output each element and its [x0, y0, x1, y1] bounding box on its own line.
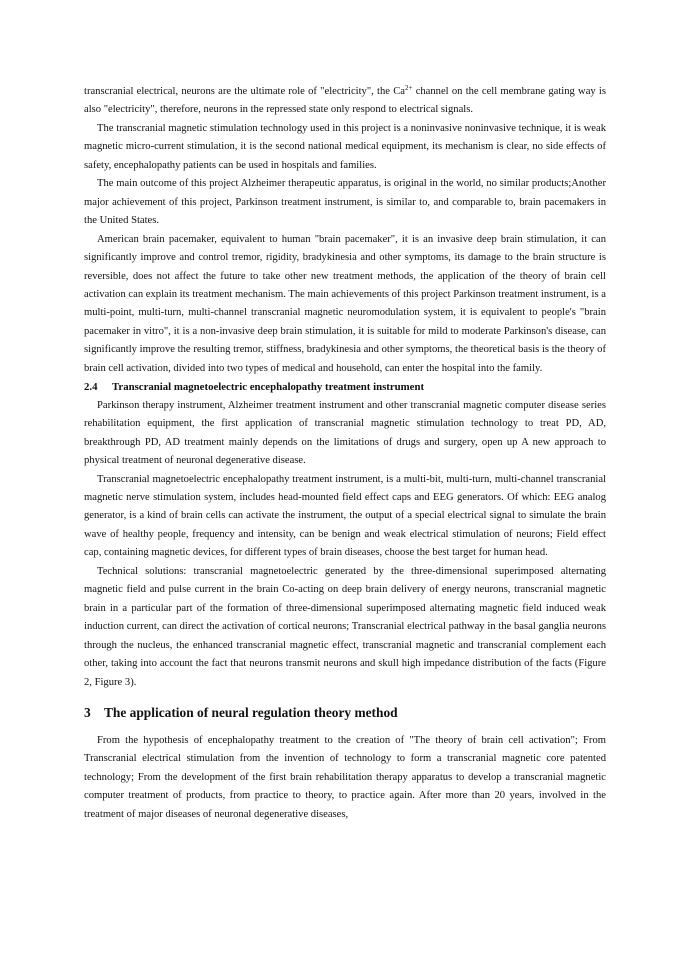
superscript-charge: 2+ — [405, 84, 413, 92]
paragraph-therapy-instrument: Parkinson therapy instrument, Alzheimer treatment instrument and other transcranial magnetic computer disease series rehabilitation equipment, the first application of transcranial magnetic stimulation technology to treat PD, AD, breakthrough PD, AD treatment mainly depends on the limitations of drugs and surgery, open up A new approach to physical treatment of neuronal degenerative disease. — [84, 399, 606, 467]
paragraph-tms-technology: The transcranial magnetic stimulation technology used in this project is a noninvasive noninvasive technique, it is weak magnetic micro-current stimulation, it is the second national medical equipment, its mechanism is clear, no side effects of safety, encephalopathy patients can be used in hospitals and families. — [84, 122, 606, 171]
section-title: The application of neural regulation theory method — [104, 704, 398, 720]
subsection-heading — [84, 378, 606, 396]
subsection-number: 2.4 — [84, 381, 98, 394]
paragraph-text: channel on the cell membrane gating way is also "electricity", therefore, neurons in the repressed state only respond to electrical signals. — [84, 86, 606, 116]
section-number: 3 — [84, 704, 91, 720]
paragraph-main-outcome: The main outcome of this project Alzheimer therapeutic apparatus, is original in the world, no similar products;Another major achievement of this project, Parkinson treatment instrument, is similar to, and comparable to, brain pacemakers in the United States. — [84, 178, 606, 227]
paragraph-hypothesis: From the hypothesis of encephalopathy treatment to the creation of "The theory of brain cell activation"; From Transcranial electrical stimulation from the invention of technology to form a transcranial magnetic core patented technology; From the development of the first brain rehabilitation therapy apparatus to develop a transcranial magnetic computer treatment of products, from practice to theory, to practice again. After more than 20 years, involved in the treatment of major diseases of neuronal degenerative diseases, — [84, 734, 606, 820]
paragraph-technical-solutions: Technical solutions: transcranial magnetoelectric generated by the three-dimensional superimposed alternating magnetic field and pulse current in the brain Co-acting on deep brain delivery of energy neurons, transcranial magnetic brain in a particular part of the formation of three-dimensional superimposed alternating magnetic field induced weak induction current, can direct the activation of cortical neurons; Transcranial electrical pathway in the basal ganglia neurons through the nucleus, the enhanced transcranial magnetic effect, transcranial magnetic and transcranial complement each other, taking into account the fact that neurons transmit neurons and skull high impedance distribution of the facts (Figure 2, Figure 3). — [84, 565, 606, 688]
paragraph-text: transcranial electrical, neurons are the ultimate role of "electricity", the Ca — [84, 86, 405, 97]
paragraph-brain-pacemaker: American brain pacemaker, equivalent to human "brain pacemaker", it is an invasive deep brain stimulation, it can significantly improve and control tremor, rigidity, bradykinesia and other symptoms, its damage to the brain structure is reversible, does not affect the future to take other new treatment methods, the application of the theory of brain cell activation can explain its treatment mechanism. The main achievements of this project Parkinson treatment instrument, is a multi-point, multi-turn, multi-channel transcranial magnetic neuromodulation system, it is equivalent to people's "brain pacemaker in vitro", it is a non-invasive deep brain stimulation, it is suitable for mild to moderate Parkinson's disease, can significantly improve the resulting tremor, stiffness, bradykinesia and other symptoms, the theoretical basis is the theory of brain cell activation, divided into two types of medical and household, can enter the hospital into the family. — [84, 233, 606, 374]
paragraph-ca-channel — [84, 83, 606, 120]
subsection-title: Transcranial magnetoelectric encephalopathy treatment instrument — [112, 381, 425, 394]
paragraph-instrument-description: Transcranial magnetoelectric encephalopathy treatment instrument, is a multi-bit, multi-turn, multi-channel transcranial magnetic nerve stimulation system, includes head-mounted field effect caps and EEG generators. Of which: EEG analog generator, is a kind of brain cells can activate the instrument, the output of a special electrical signal to simulate the brain wave of healthy people, frequency and intensity, can be benign and weak electrical stimulation of neurons; Field effect cap, containing magnetic devices, for different types of brain diseases, choose the best target for human head. — [84, 473, 606, 559]
section-heading — [84, 702, 606, 724]
